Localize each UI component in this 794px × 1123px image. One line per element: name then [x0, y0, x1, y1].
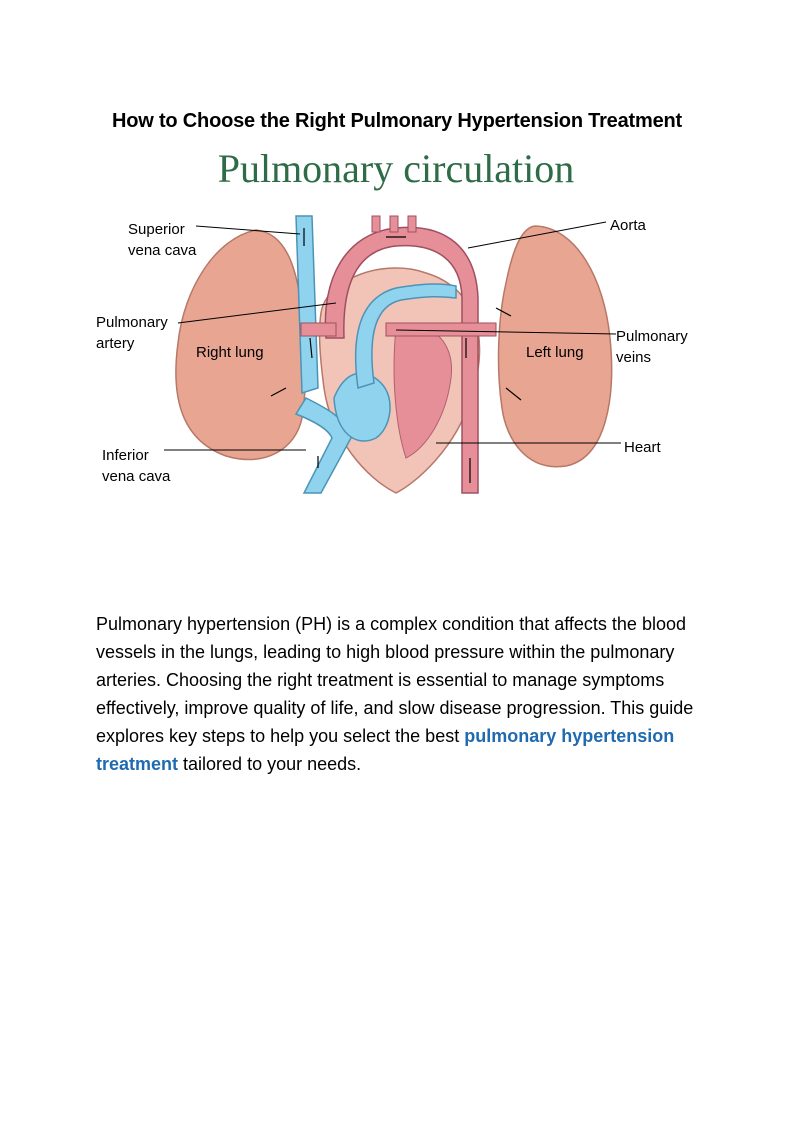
pulmonary-vein-vessel — [386, 323, 496, 336]
label-aorta: Aorta — [610, 217, 646, 234]
label-left-lung: Left lung — [526, 344, 584, 361]
aortic-branch — [372, 216, 380, 232]
treatment-link[interactable]: pulmonary hypertension treatment — [96, 726, 675, 774]
intro-paragraph — [96, 610, 708, 778]
diagram-heading: Pulmonary circulation — [217, 146, 575, 191]
label-superior-vena-cava: Superior — [128, 221, 185, 238]
label-inferior-vena-cava: vena cava — [102, 468, 171, 485]
page-title: How to Choose the Right Pulmonary Hypertension Treatment — [112, 110, 682, 133]
aortic-branch — [408, 216, 416, 232]
label-pulmonary-artery: Pulmonary — [96, 314, 168, 331]
pulmonary-circulation-diagram — [96, 138, 700, 498]
intro-text: Pulmonary hypertension (PH) is a complex condition that affects the blood vessels in the lungs, leading to high blood pressure within the pulmonary arteries. Choosing the right treatment is essential to manage symptoms effectively, improve quality of life, and slow disease progression. This guide explores key steps to help you select the best — [96, 614, 694, 746]
label-pulmonary-veins: veins — [616, 349, 652, 366]
label-pulmonary-veins: Pulmonary — [616, 328, 688, 345]
label-heart: Heart — [624, 439, 661, 456]
aortic-branch — [390, 216, 398, 232]
intro-text-end: tailored to your needs. — [178, 754, 362, 774]
label-right-lung: Right lung — [196, 344, 264, 361]
pulmonary-vein-vessel — [301, 323, 336, 336]
label-superior-vena-cava: vena cava — [128, 242, 197, 259]
label-inferior-vena-cava: Inferior — [102, 447, 149, 464]
label-pulmonary-artery: artery — [96, 335, 135, 352]
